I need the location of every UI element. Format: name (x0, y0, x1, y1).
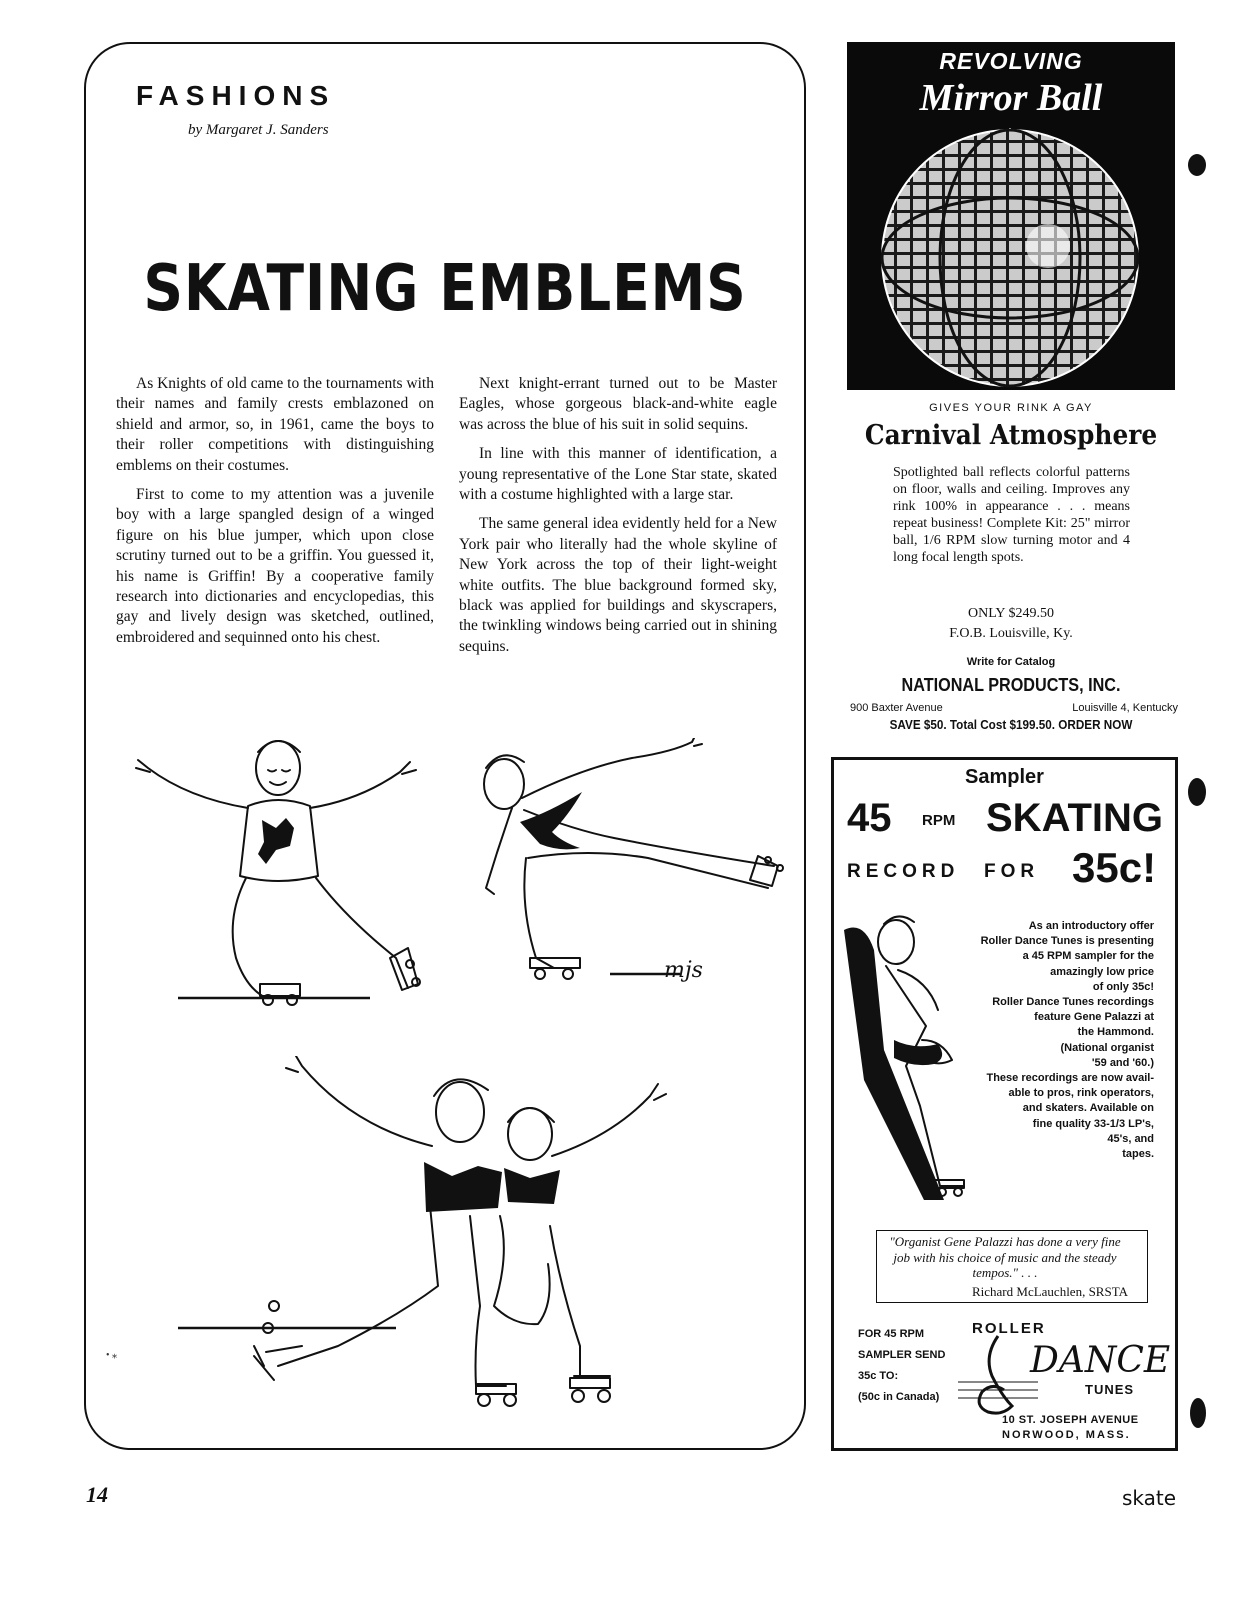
pair-skaters-illustration (170, 1056, 690, 1426)
binding-mark (1188, 154, 1206, 176)
ad-price: ONLY $249.50 (968, 606, 1054, 621)
offer-line: (National organist (1060, 1041, 1154, 1054)
ad-for-word: FOR (984, 861, 1040, 882)
ad-record-price: 35c! (1072, 844, 1157, 891)
ad-address-line-2: NORWOOD, MASS. (1002, 1429, 1131, 1441)
offer-line: feature Gene Palazzi at (1034, 1011, 1154, 1024)
magazine-name: skate (1122, 1486, 1177, 1510)
ad-revolving-label: REVOLVING (939, 48, 1083, 74)
treble-clef-icon (958, 1332, 1038, 1418)
offer-line: As an introductory offer (1028, 920, 1154, 932)
ad-street: 900 Baxter Avenue (850, 702, 943, 714)
offer-line: and skaters. Available on (1022, 1102, 1154, 1115)
testimonial-author: Richard McLauchlen, SRSTA (971, 1284, 1128, 1299)
ad-write-for-catalog: Write for Catalog (966, 656, 1056, 668)
byline: by Margaret J. Sanders (188, 122, 329, 138)
paragraph: The same general idea evidently held for a New York pair who literally had the whole skyline of New York across the top of their light-weight white outfits. The blue background formed sky, black was applied for buildings and skyscrapers, the twinkling windows being carried out in shining sequins. (459, 515, 777, 655)
logo-tunes-word: TUNES (1085, 1382, 1135, 1397)
ad-rpm-label: RPM (922, 812, 956, 829)
offer-line: Roller Dance Tunes recordings (992, 996, 1154, 1009)
artist-signature: mjs (664, 958, 703, 983)
offer-line: the Hammond. (1077, 1026, 1154, 1039)
ad-sampler-label: Sampler (965, 766, 1044, 788)
binding-mark (1190, 1398, 1206, 1428)
offer-line: able to pros, rink operators, (1008, 1087, 1154, 1100)
page-number: 14 (86, 1482, 108, 1507)
section-title: FASHIONS (136, 80, 336, 111)
article-column-right (459, 374, 777, 666)
ad-carnival-heading: Carnival Atmosphere (864, 420, 1158, 451)
offer-line: These recordings are now avail- (986, 1072, 1154, 1085)
griffin-skater-illustration (120, 728, 440, 1018)
ad-skating-word: SKATING (986, 796, 1164, 840)
binding-mark (1188, 778, 1206, 806)
ad-city: Louisville 4, Kentucky (1072, 702, 1178, 714)
ad-save-offer: SAVE $50. Total Cost $199.50. ORDER NOW (889, 717, 1133, 732)
paragraph: As Knights of old came to the tournaments with their names and family crests emblazoned on shield and armor, so, in 1961, came the boys to their roller competitions with distinguishing emblems on their costumes. (116, 375, 434, 474)
headline: SKATING EMBLEMS (143, 252, 747, 326)
paragraph: Next knight-errant turned out to be Master Eagles, whose gorgeous black-and-white eagle was across the blue of his suit in solid sequins. (459, 375, 777, 433)
offer-line: fine quality 33-1/3 LP's, (1032, 1117, 1154, 1130)
ad-45-number: 45 (847, 796, 892, 840)
offer-line: '59 and '60.) (1091, 1056, 1154, 1069)
testimonial-quote: "Organist Gene Palazzi has done a very fine job with his choice of music and the steady tempos." . . . (889, 1234, 1121, 1280)
ad-send-instructions (858, 1324, 945, 1408)
paragraph: First to come to my attention was a juvenile boy with a large spangled design of a winged figure on his blue jumper, which upon close scrutiny turned out to be a griffin. You guessed it, his name is Griffin! By a cooperative family research into dictionaries and encyclopedias, this gay and lively design was sketched, outlined, embroidered and sequinned onto his chest. (116, 486, 434, 646)
offer-line: amazingly low price (1050, 965, 1154, 978)
send-line: FOR 45 RPM (858, 1328, 925, 1340)
ad-offer-text (930, 919, 1154, 1162)
offer-line: Roller Dance Tunes is presenting (980, 935, 1154, 948)
logo-dance-word: DANCE (1030, 1340, 1171, 1381)
offer-line: tapes. (1122, 1148, 1154, 1161)
send-line: 35c TO: (858, 1370, 899, 1382)
ad-tagline: GIVES YOUR RINK A GAY (929, 402, 1093, 414)
ad-mirror-ball-title: Mirror Ball (919, 77, 1103, 119)
offer-line: a 45 RPM sampler for the (1022, 950, 1154, 963)
offer-line: 45's, and (1107, 1132, 1154, 1145)
ink-smudge: • ⁎ (106, 1350, 118, 1361)
ad-record-word: RECORD (847, 861, 960, 882)
ad-address (850, 702, 1178, 714)
offer-line: of only 35c! (1092, 980, 1154, 993)
ad-company-name: NATIONAL PRODUCTS, INC. (901, 675, 1121, 695)
ad-address-line-1: 10 ST. JOSEPH AVENUE (1002, 1414, 1139, 1426)
ad-body-text: Spotlighted ball reflects colorful patterns on floor, walls and ceiling. Improves any rink 100% in appearance . . . means repeat business! Complete Kit: 25" mirror ball, 1/6 RPM slow turning motor and 4 long focal length spots. (893, 465, 1130, 565)
logo-roller-word: ROLLER (972, 1320, 1046, 1337)
mirror-ball-image (880, 128, 1140, 390)
send-line: (50c in Canada) (858, 1391, 940, 1403)
article-column-left (116, 374, 434, 657)
send-line: SAMPLER SEND (858, 1349, 946, 1361)
paragraph: In line with this manner of identification, a young representative of the Lone Star state, skated with a costume highlighted with a large star. (459, 445, 777, 504)
ad-fob: F.O.B. Louisville, Ky. (949, 626, 1073, 641)
eagle-skater-illustration (468, 738, 798, 998)
